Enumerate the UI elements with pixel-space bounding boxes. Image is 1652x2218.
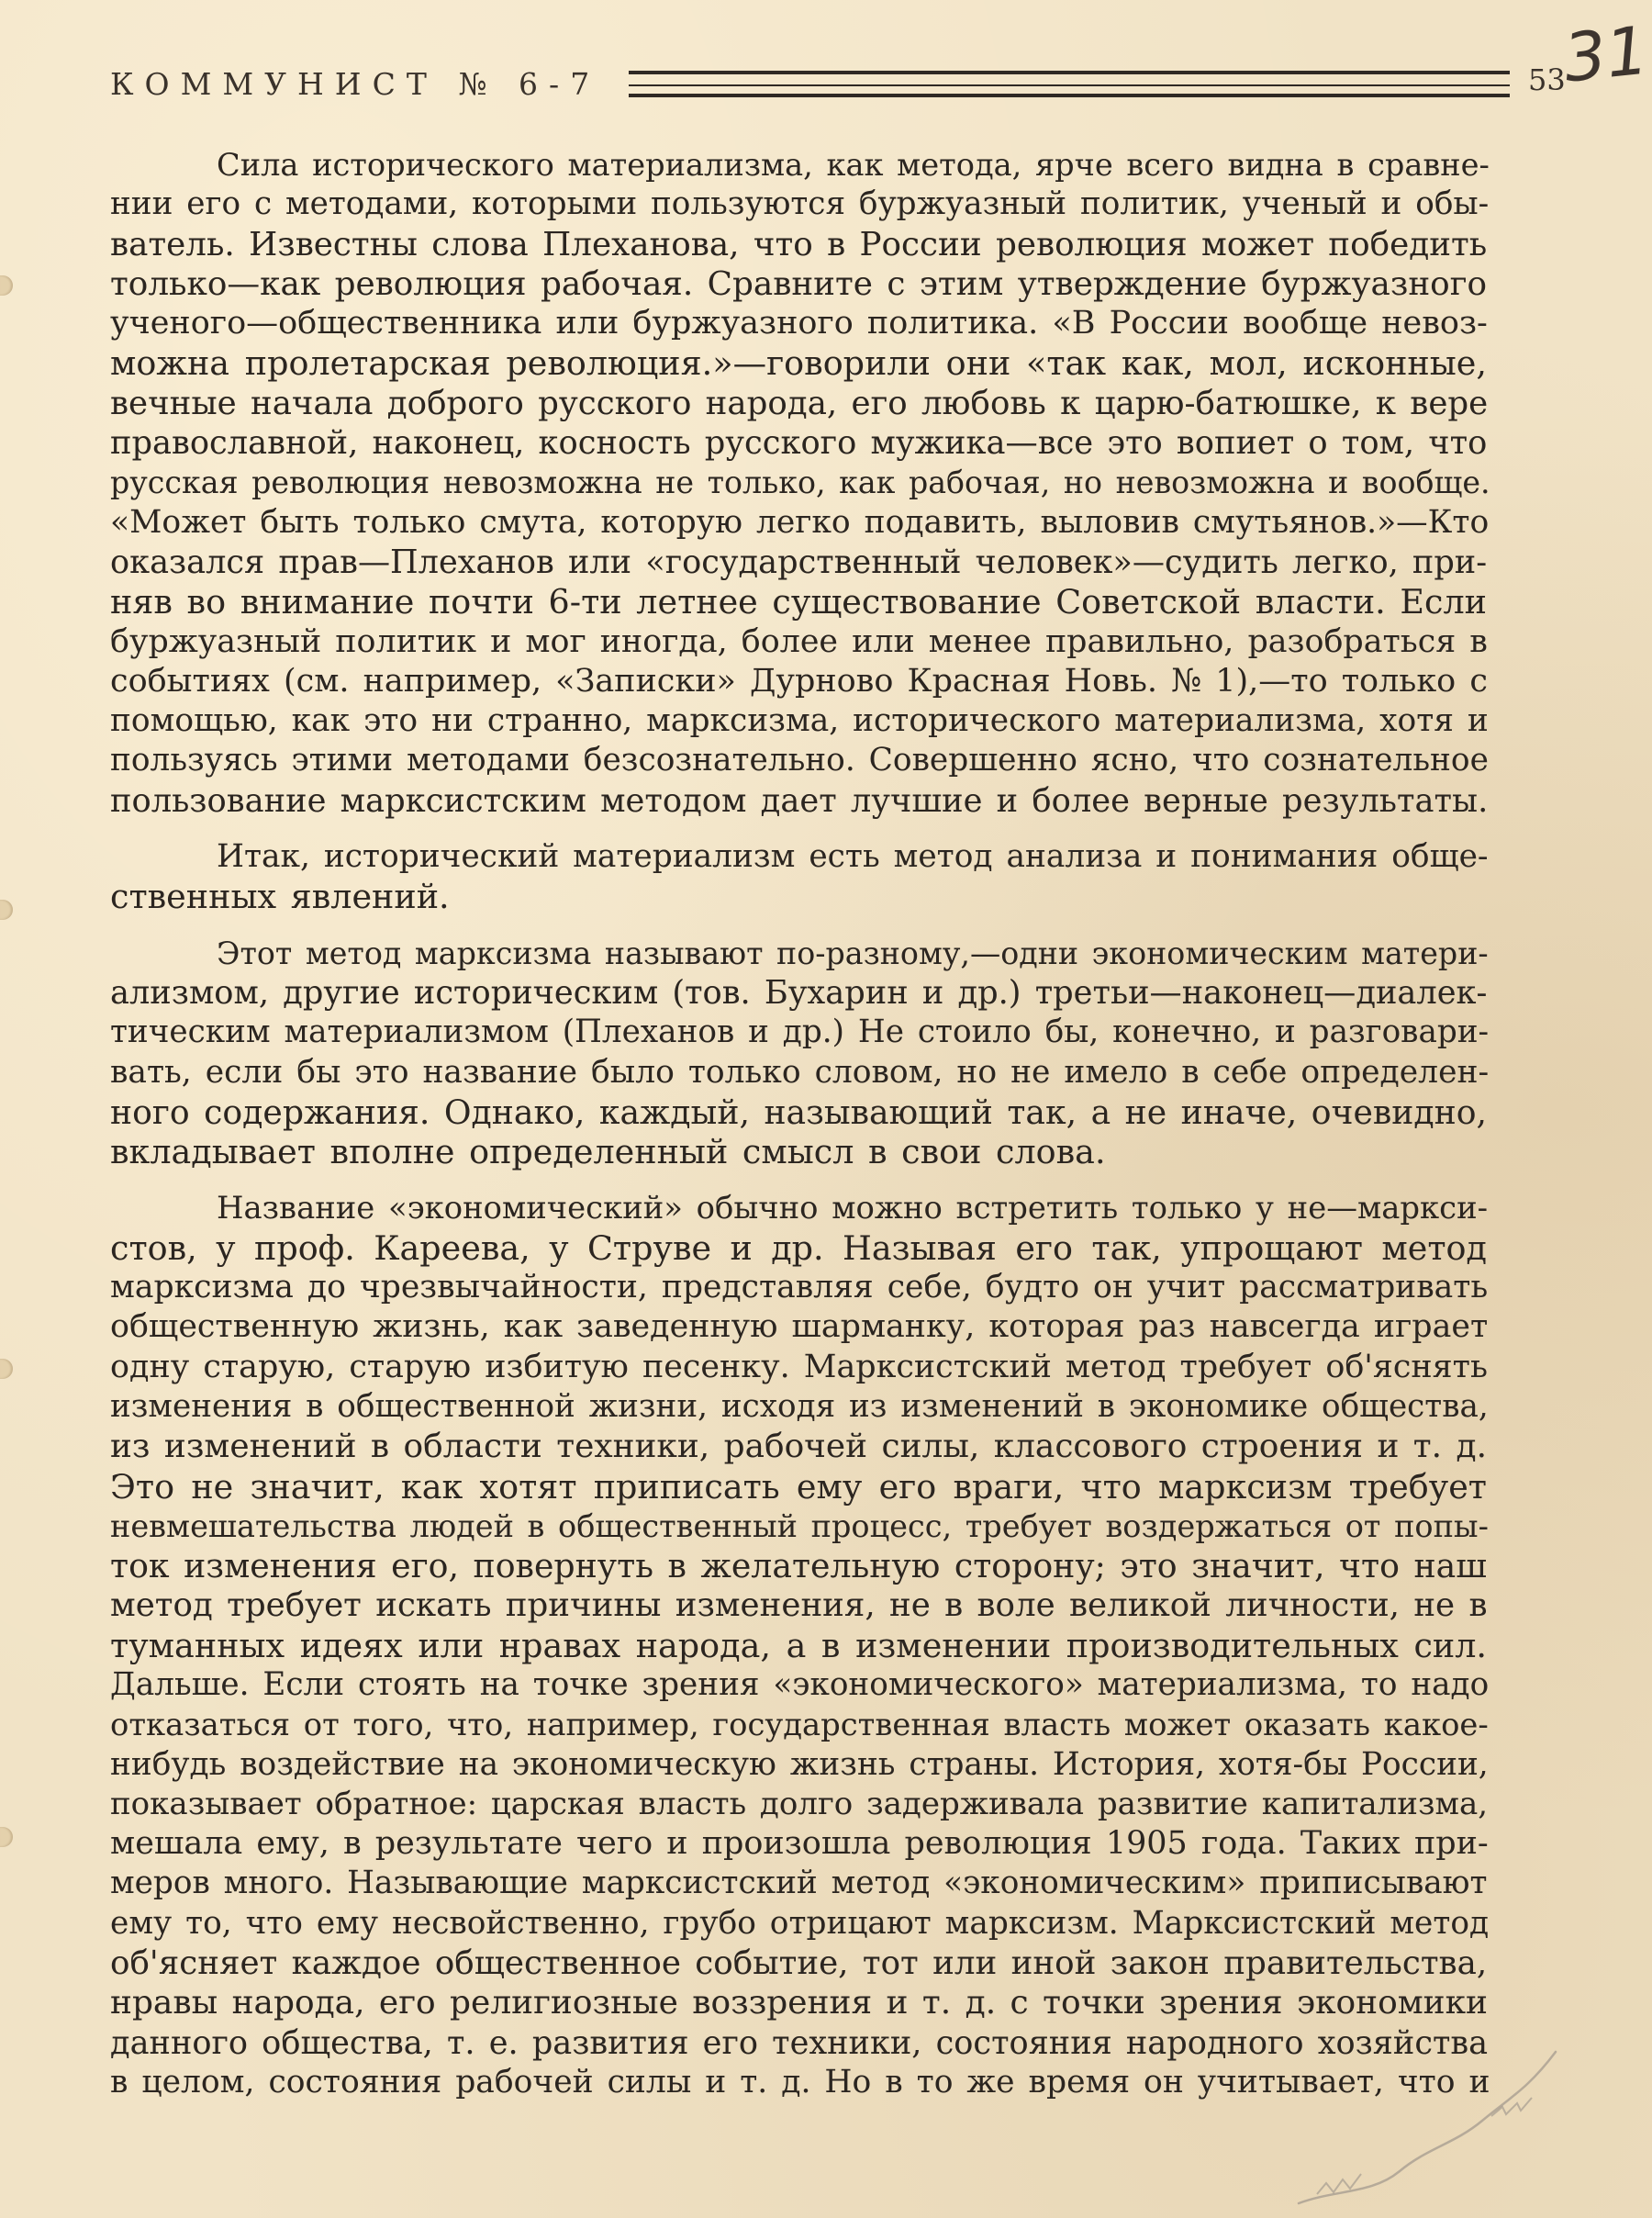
text-line: отказаться от того, что, например, государственная власть может оказать какое- xyxy=(110,1707,1489,1743)
page-number: 53 xyxy=(1528,62,1566,97)
archive-folio-number: 31 xyxy=(1560,11,1652,97)
article-body xyxy=(110,145,1490,2102)
text-line: изменения в общественной жизни, исходя из изменений в экономике общества, xyxy=(110,1387,1489,1425)
text-line: нравы народа, его религиозные воззрения и т. д. с точки зрения экономики xyxy=(110,1984,1488,2022)
text-line: ему то, что ему несвойственно, грубо отрицают марксизм. Марксистский метод xyxy=(110,1904,1490,1942)
text-line: тическим материализмом (Плеханов и др.) Не стоило бы, конечно, и разговари- xyxy=(110,1014,1490,1051)
text-line: из изменений в области техники, рабочей силы, классового строения и т. д. xyxy=(110,1428,1487,1466)
text-line: помощью, как это ни странно, марксизма, исторического материализма, хотя и xyxy=(110,702,1489,740)
text-line: меров много. Называющие марксистский метод «экономическим» приписывают xyxy=(110,1865,1488,1902)
text-line: Итак, исторический материализм есть метод анализа и понимания обще- xyxy=(217,838,1489,876)
pencil-scribble xyxy=(1280,2033,1574,2217)
text-line: ток изменения его, повернуть в желательную сторону; это значит, что наш xyxy=(110,1546,1487,1586)
text-line: нибудь воздействие на экономическую жизнь страны. История, хотя-бы России, xyxy=(110,1745,1489,1783)
text-line: данного общества, т. е. развития его техники, состояния народного хозяйства xyxy=(110,2023,1489,2062)
journal-title: КОММУНИСТ № 6-7 xyxy=(110,66,601,102)
text-line: пользуясь этими методами безсознательно. Совершенно ясно, что сознательное xyxy=(110,742,1489,779)
text-line: Название «экономический» обычно можно встретить только у не—маркси- xyxy=(217,1190,1489,1227)
header-rule xyxy=(629,94,1510,97)
text-line: вкладывает вполне определенный смысл в свои слова. xyxy=(110,1132,1106,1172)
text-line: ализмом, другие историческим (тов. Бухарин и др.) третьи—наконец—диалек- xyxy=(110,973,1488,1012)
page-header xyxy=(110,62,1566,108)
text-line: показывает обратное: царская власть долго задерживала развитие капитализма, xyxy=(110,1785,1489,1822)
paragraph xyxy=(110,837,1487,917)
text-line: стов, у проф. Кареева, у Струве и др. Называя его так, упрощают метод xyxy=(110,1227,1487,1268)
text-line: общественную жизнь, как заведенную шарманку, которая раз навсегда играет xyxy=(110,1308,1489,1346)
paragraph xyxy=(110,934,1490,1172)
text-line: оказался прав—Плеханов или «государственный человек»—судить легко, при- xyxy=(110,543,1488,581)
text-line: русская революция невозможна не только, как рабочая, но невозможна и вообще. xyxy=(110,465,1490,501)
paragraph xyxy=(110,145,1490,821)
text-line: «Может быть только смута, которую легко подавить, выловив смутьянов.»—Кто xyxy=(110,503,1490,541)
text-line: ного содержания. Однако, каждый, называющий так, а не иначе, очевидно, xyxy=(110,1092,1487,1132)
text-line: православной, наконец, косность русского мужика—все это вопиет о том, что xyxy=(110,424,1488,463)
text-line: пользование марксистским методом дает лучшие и более верные результаты. xyxy=(110,781,1489,820)
text-line: вечные начала доброго русского народа, его любовь к царю-батюшке, к вере xyxy=(110,384,1489,422)
text-line: в целом, состояния рабочей силы и т. д. Но в то же время он учитывает, что и xyxy=(110,2063,1490,2100)
text-line: событиях (см. например, «Записки» Дурново Красная Новь. № 1),—то только с xyxy=(110,662,1488,700)
binding-hole xyxy=(0,1827,13,1847)
paragraph xyxy=(110,1188,1490,2102)
header-rule xyxy=(629,84,1510,86)
text-line: только—как революция рабочая. Сравните с этим утверждение буржуазного xyxy=(110,264,1487,303)
text-line: буржуазный политик и мог иногда, более или менее правильно, разобраться в xyxy=(110,622,1488,660)
binding-hole xyxy=(0,900,13,920)
text-line: Дальше. Если стоять на точке зрения «экономического» материализма, то надо xyxy=(110,1665,1490,1703)
text-line: вать, если бы это название было только словом, но не имело в себе определен- xyxy=(110,1053,1490,1091)
text-line: Это не значит, как хотят приписать ему его враги, что марксизм требует xyxy=(110,1466,1487,1507)
text-line: можна пролетарская революция.»—говорили они «так как, мол, исконные, xyxy=(110,343,1487,384)
text-line: нии его с методами, которыми пользуются буржуазный политик, ученый и обы- xyxy=(110,185,1490,223)
text-line: об'ясняет каждое общественное событие, тот или иной закон правительства, xyxy=(110,1944,1488,1983)
text-line: туманных идеях или нравах народа, а в изменении производительных сил. xyxy=(110,1625,1487,1665)
text-line: ственных явлений. xyxy=(110,877,450,917)
binding-hole xyxy=(0,1359,13,1379)
binding-hole xyxy=(0,275,13,296)
text-line: метод требует искать причины изменения, не в воле великой личности, не в xyxy=(110,1586,1488,1625)
header-rule xyxy=(629,71,1510,74)
text-line: невмешательства людей в общественный процесс, требует воздержаться от попы- xyxy=(110,1507,1489,1544)
text-line: Этот метод марксизма называют по-разному,—одни экономическим матери- xyxy=(217,935,1489,971)
text-line: марксизма до чрезвычайности, представляя себе, будто он учит рассматривать xyxy=(110,1269,1489,1306)
text-line: няв во внимание почти 6-ти летнее существование Советской власти. Если xyxy=(110,582,1487,622)
text-line: Сила исторического материализма, как метода, ярче всего видна в сравне- xyxy=(217,147,1490,183)
text-line: ученого—общественника или буржуазного политика. «В России вообще невоз- xyxy=(110,305,1488,342)
text-line: одну старую, старую избитую песенку. Марксистский метод требует об'яснять xyxy=(110,1348,1488,1385)
text-line: ватель. Известны слова Плеханова, что в России революция может победить xyxy=(110,225,1488,263)
text-line: мешала ему, в результате чего и произошла революция 1905 года. Таких при- xyxy=(110,1825,1489,1863)
